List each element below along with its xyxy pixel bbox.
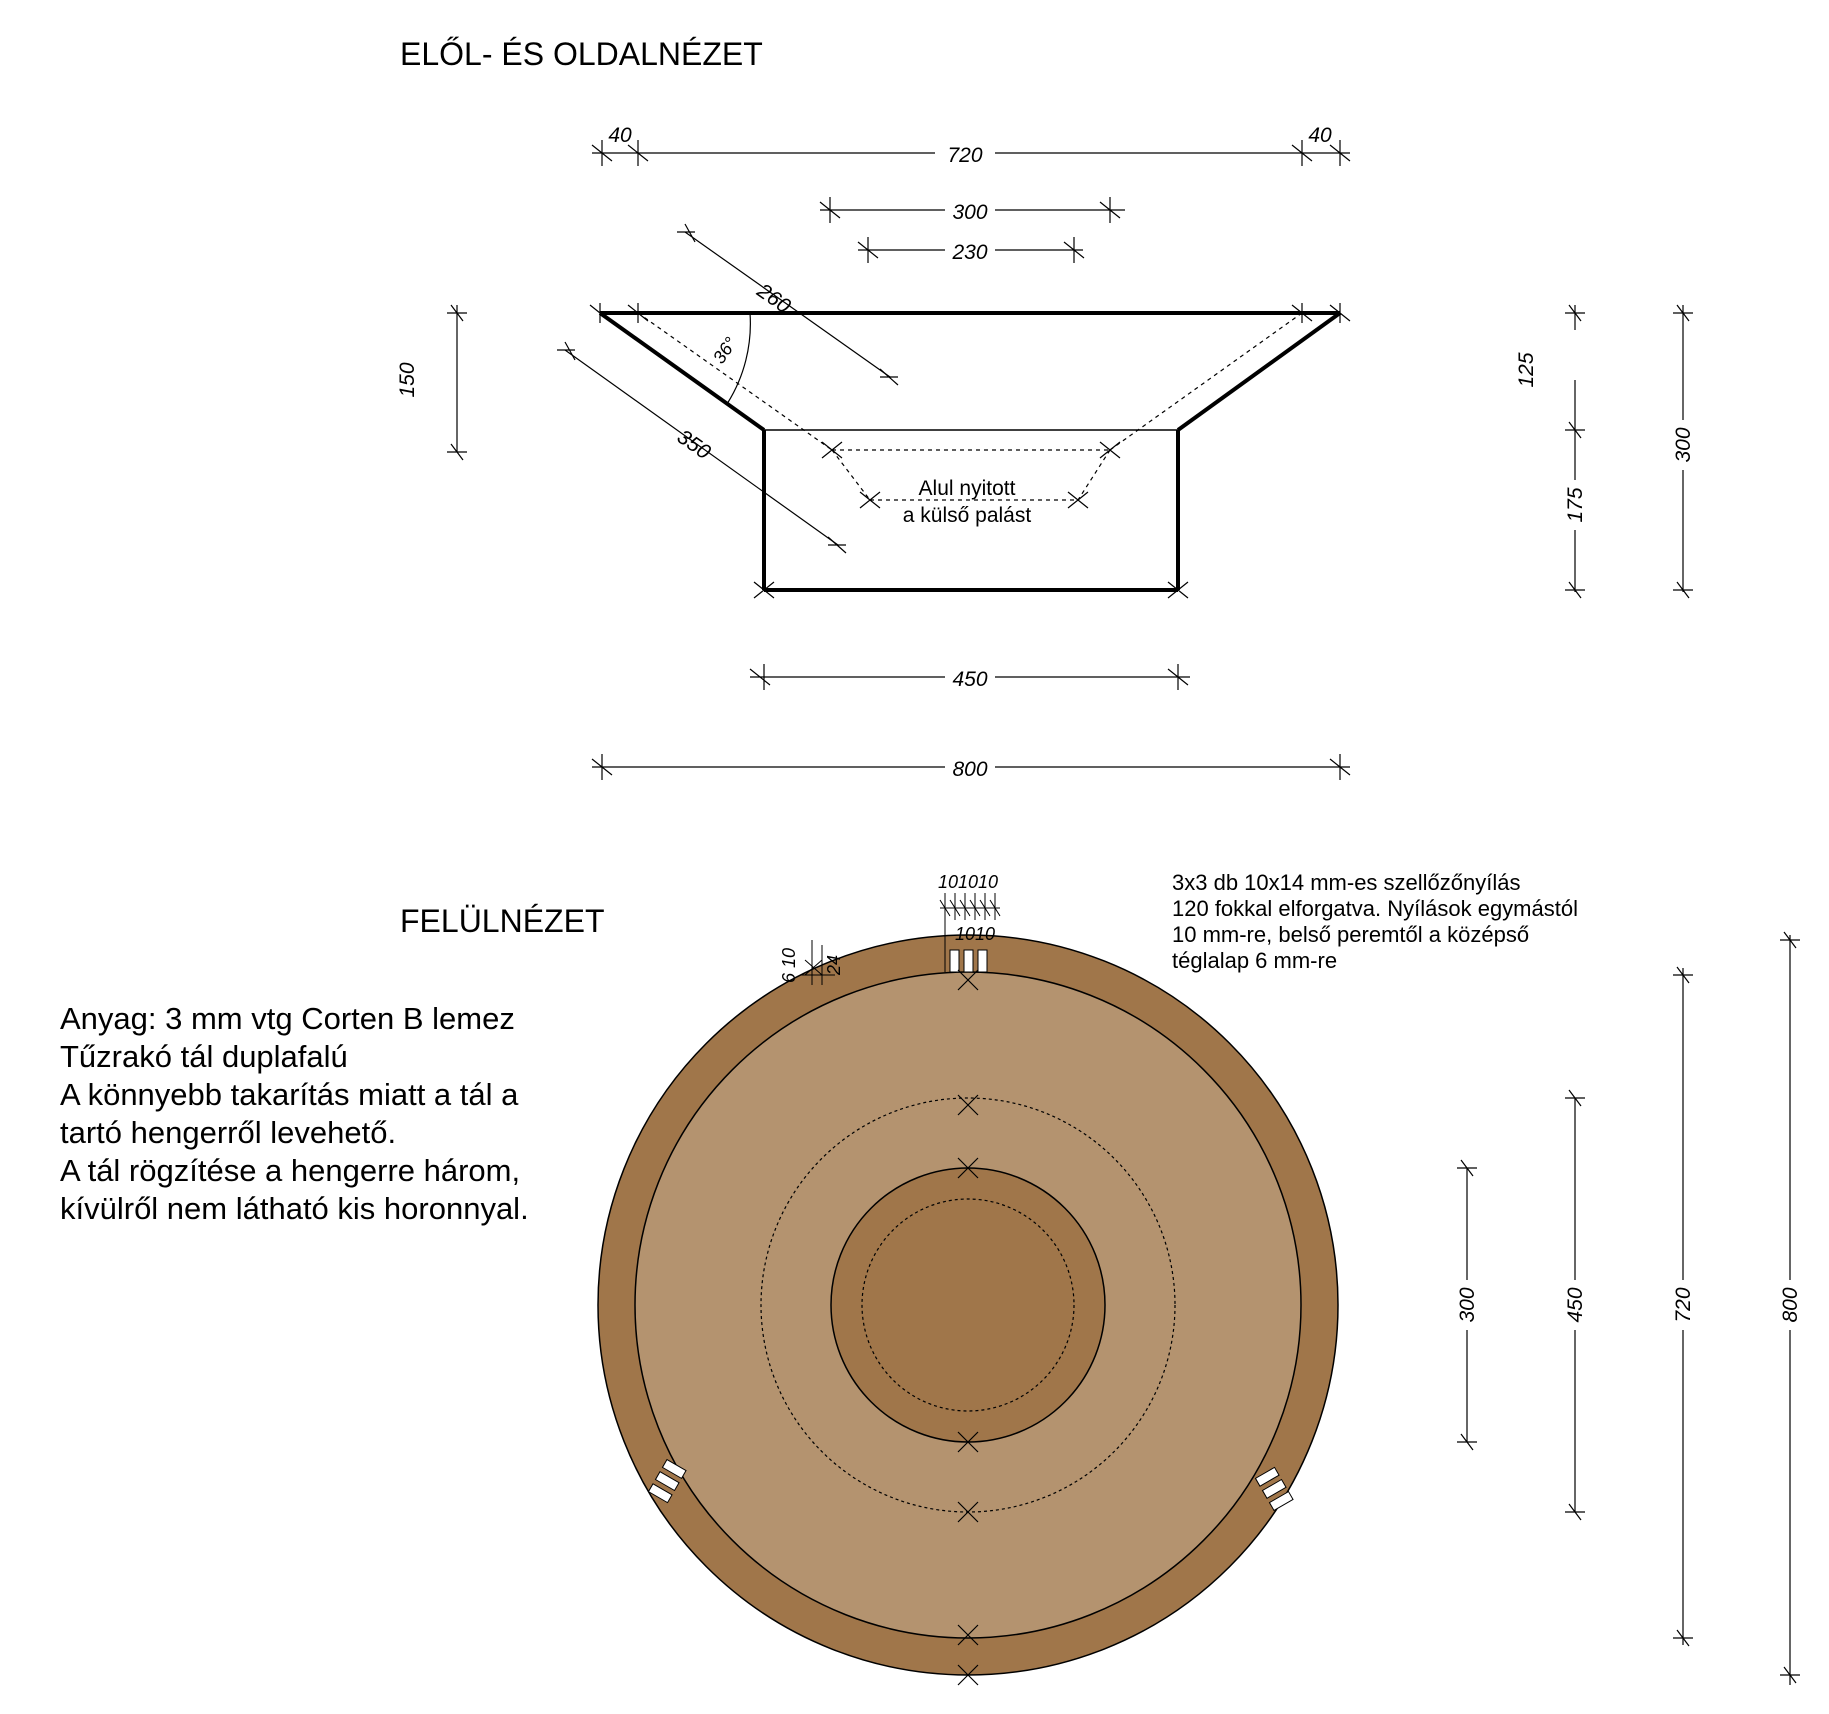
- material-note-line5: A tál rögzítése a hengerre három,: [60, 1153, 521, 1188]
- dim-right-rim: 40: [1308, 124, 1332, 147]
- dim-inner-bottom: 230: [952, 241, 988, 264]
- vent-note-line4: téglalap 6 mm-re: [1172, 948, 1338, 973]
- top-dim-masks: [1454, 1280, 1803, 1330]
- dim-label-masks: [935, 140, 1696, 780]
- top-dim-450: 450: [1564, 1287, 1587, 1323]
- material-note: [60, 1000, 620, 1228]
- dim-slant-outer: 350: [672, 425, 715, 465]
- front-dim-ticks: [447, 140, 1693, 780]
- vent-slots-top: [950, 950, 987, 972]
- slot-dims-top: 101010: [937, 872, 999, 892]
- dim-left-rim: 40: [608, 124, 632, 147]
- top-dim-800: 800: [1779, 1287, 1802, 1323]
- front-view-inner-shell: [638, 313, 1302, 500]
- front-dim-lines: [457, 153, 1683, 767]
- dim-base-width: 450: [952, 668, 988, 691]
- dim-top-width: 720: [947, 144, 983, 167]
- material-note-line2: Tűzrakó tál duplafalú: [60, 1039, 348, 1074]
- dim-upper-height: 125: [1515, 352, 1538, 388]
- material-note-line1: Anyag: 3 mm vtg Corten B lemez: [60, 1001, 515, 1036]
- rim-dims: 6 10: [779, 947, 799, 983]
- top-dim-lines: [1457, 932, 1800, 1685]
- dim-left-height: 150: [396, 362, 419, 398]
- slot-dims-below: 1010: [954, 924, 996, 944]
- angle-label: 36°: [708, 333, 741, 368]
- vent-note-line2: 120 fokkal elforgatva. Nyílások egymástól: [1172, 896, 1578, 921]
- top-view-title: FELÜLNÉZET: [400, 903, 605, 939]
- rim-dims-small: 24: [824, 954, 844, 975]
- vent-note-line3: 10 mm-re, belső peremtől a középső: [1172, 922, 1530, 947]
- dim-lower-height: 175: [1564, 487, 1587, 523]
- dim-slant-inner: 260: [752, 279, 795, 319]
- material-note-line3: A könnyebb takarítás miatt a tál a: [60, 1077, 519, 1112]
- vent-note-line1: 3x3 db 10x14 mm-es szellőzőnyílás: [1172, 870, 1521, 895]
- front-view-title: ELŐL- ÉS OLDALNÉZET: [400, 36, 763, 72]
- center-base: [831, 1168, 1105, 1442]
- material-note-line6: kívülről nem látható kis horonnyal.: [60, 1191, 529, 1226]
- top-dim-300: 300: [1456, 1287, 1479, 1323]
- dim-total-height: 300: [1672, 427, 1695, 463]
- inner-label-line1: Alul nyitott: [918, 477, 1016, 500]
- dim-overall-width: 800: [952, 758, 988, 781]
- dim-inner-top: 300: [952, 201, 988, 224]
- top-dim-720: 720: [1672, 1287, 1695, 1323]
- inner-label-line2: a külső palást: [902, 504, 1032, 527]
- vent-note: [1172, 870, 1692, 974]
- top-view-bowl: [598, 935, 1338, 1675]
- material-note-line4: tartó hengerről levehető.: [60, 1115, 397, 1150]
